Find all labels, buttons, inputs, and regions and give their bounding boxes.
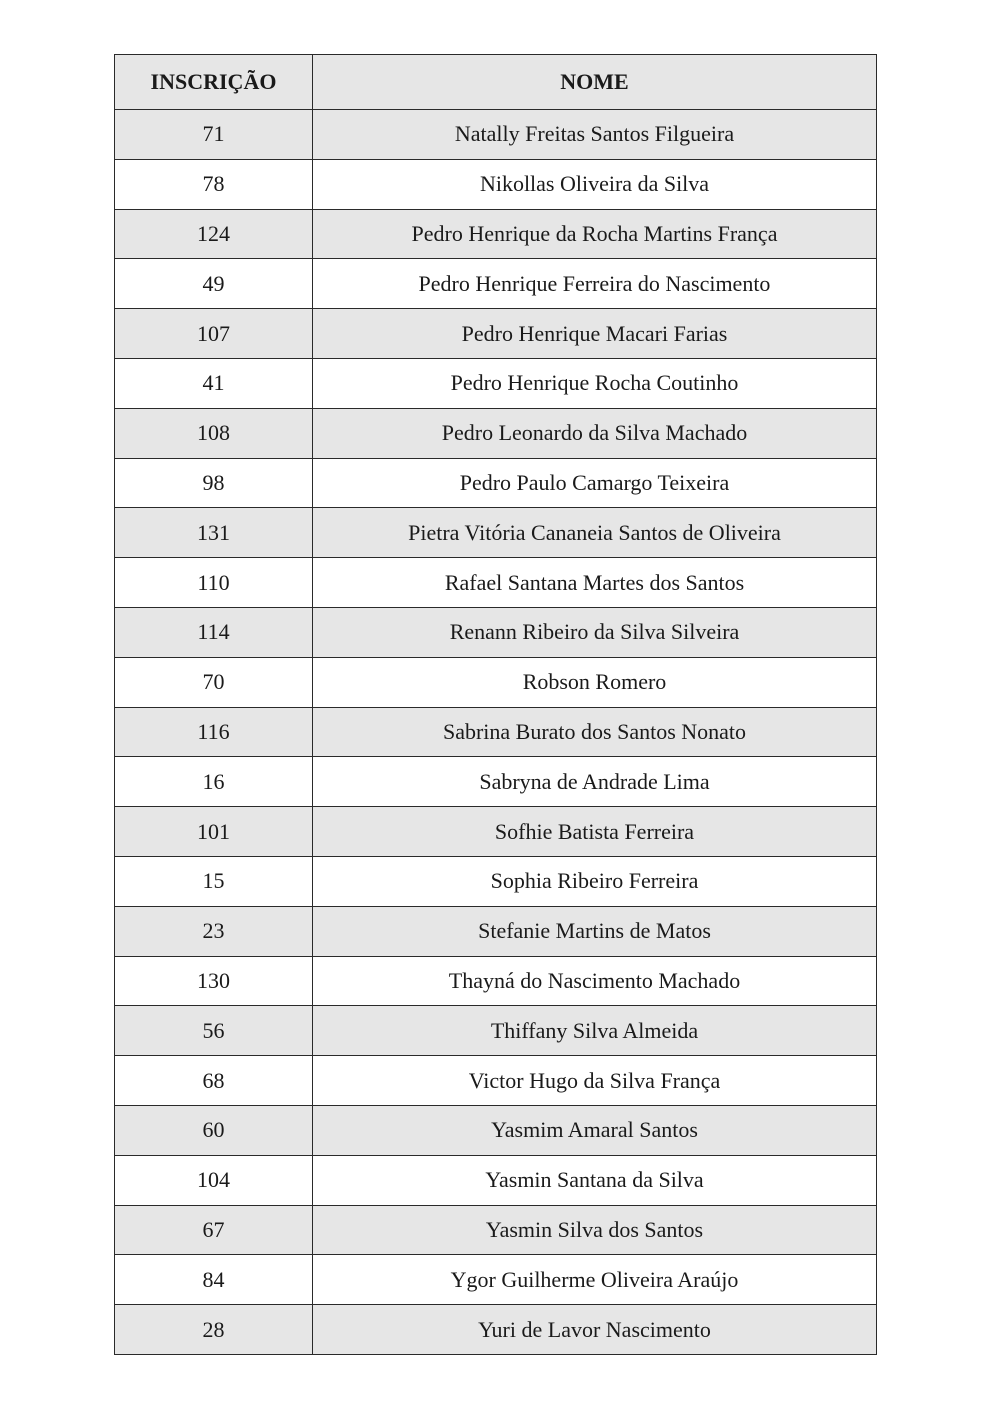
table-header [115,55,877,110]
header-inscricao: INSCRIÇÃO [115,55,313,110]
table-body [115,110,877,1355]
cell-nome: Pedro Henrique Macari Farias [313,309,877,359]
cell-inscricao: 28 [115,1305,313,1355]
table-row [115,607,877,657]
cell-inscricao: 67 [115,1205,313,1255]
cell-nome: Pedro Leonardo da Silva Machado [313,408,877,458]
cell-inscricao: 56 [115,1006,313,1056]
cell-inscricao: 104 [115,1155,313,1205]
cell-nome: Sofhie Batista Ferreira [313,807,877,857]
table-row [115,1305,877,1355]
cell-inscricao: 108 [115,408,313,458]
cell-nome: Yasmin Silva dos Santos [313,1205,877,1255]
cell-nome: Pedro Henrique Rocha Coutinho [313,358,877,408]
table-row [115,1205,877,1255]
header-nome: NOME [313,55,877,110]
table-row [115,259,877,309]
document-page [114,54,876,1355]
cell-inscricao: 78 [115,159,313,209]
cell-inscricao: 16 [115,757,313,807]
cell-inscricao: 101 [115,807,313,857]
cell-nome: Victor Hugo da Silva França [313,1056,877,1106]
cell-nome: Sabryna de Andrade Lima [313,757,877,807]
cell-inscricao: 84 [115,1255,313,1305]
cell-inscricao: 114 [115,607,313,657]
cell-inscricao: 60 [115,1105,313,1155]
table-row [115,558,877,608]
table-row [115,358,877,408]
cell-inscricao: 98 [115,458,313,508]
header-row [115,55,877,110]
cell-nome: Thiffany Silva Almeida [313,1006,877,1056]
cell-nome: Rafael Santana Martes dos Santos [313,558,877,608]
table-row [115,657,877,707]
table-row [115,1056,877,1106]
cell-nome: Nikollas Oliveira da Silva [313,159,877,209]
cell-inscricao: 68 [115,1056,313,1106]
cell-nome: Pedro Paulo Camargo Teixeira [313,458,877,508]
cell-inscricao: 107 [115,309,313,359]
cell-nome: Pedro Henrique da Rocha Martins França [313,209,877,259]
cell-inscricao: 116 [115,707,313,757]
cell-nome: Thayná do Nascimento Machado [313,956,877,1006]
table-row [115,807,877,857]
table-row [115,1006,877,1056]
cell-inscricao: 130 [115,956,313,1006]
table-row [115,159,877,209]
table-row [115,1105,877,1155]
cell-nome: Yasmim Amaral Santos [313,1105,877,1155]
cell-nome: Natally Freitas Santos Filgueira [313,110,877,160]
table-row [115,110,877,160]
table-row [115,1155,877,1205]
cell-nome: Ygor Guilherme Oliveira Araújo [313,1255,877,1305]
cell-inscricao: 49 [115,259,313,309]
cell-inscricao: 70 [115,657,313,707]
cell-inscricao: 41 [115,358,313,408]
cell-nome: Renann Ribeiro da Silva Silveira [313,607,877,657]
registration-table [114,54,877,1355]
cell-nome: Pedro Henrique Ferreira do Nascimento [313,259,877,309]
cell-nome: Sabrina Burato dos Santos Nonato [313,707,877,757]
table-row [115,1255,877,1305]
table-row [115,309,877,359]
cell-nome: Stefanie Martins de Matos [313,906,877,956]
cell-nome: Yasmin Santana da Silva [313,1155,877,1205]
table-row [115,906,877,956]
table-row [115,458,877,508]
cell-inscricao: 71 [115,110,313,160]
cell-inscricao: 124 [115,209,313,259]
cell-nome: Sophia Ribeiro Ferreira [313,856,877,906]
table-row [115,856,877,906]
cell-inscricao: 23 [115,906,313,956]
cell-inscricao: 131 [115,508,313,558]
table-row [115,209,877,259]
table-row [115,956,877,1006]
table-row [115,508,877,558]
cell-nome: Yuri de Lavor Nascimento [313,1305,877,1355]
cell-nome: Pietra Vitória Cananeia Santos de Oliveira [313,508,877,558]
table-row [115,707,877,757]
cell-inscricao: 110 [115,558,313,608]
cell-inscricao: 15 [115,856,313,906]
table-row [115,408,877,458]
table-row [115,757,877,807]
cell-nome: Robson Romero [313,657,877,707]
